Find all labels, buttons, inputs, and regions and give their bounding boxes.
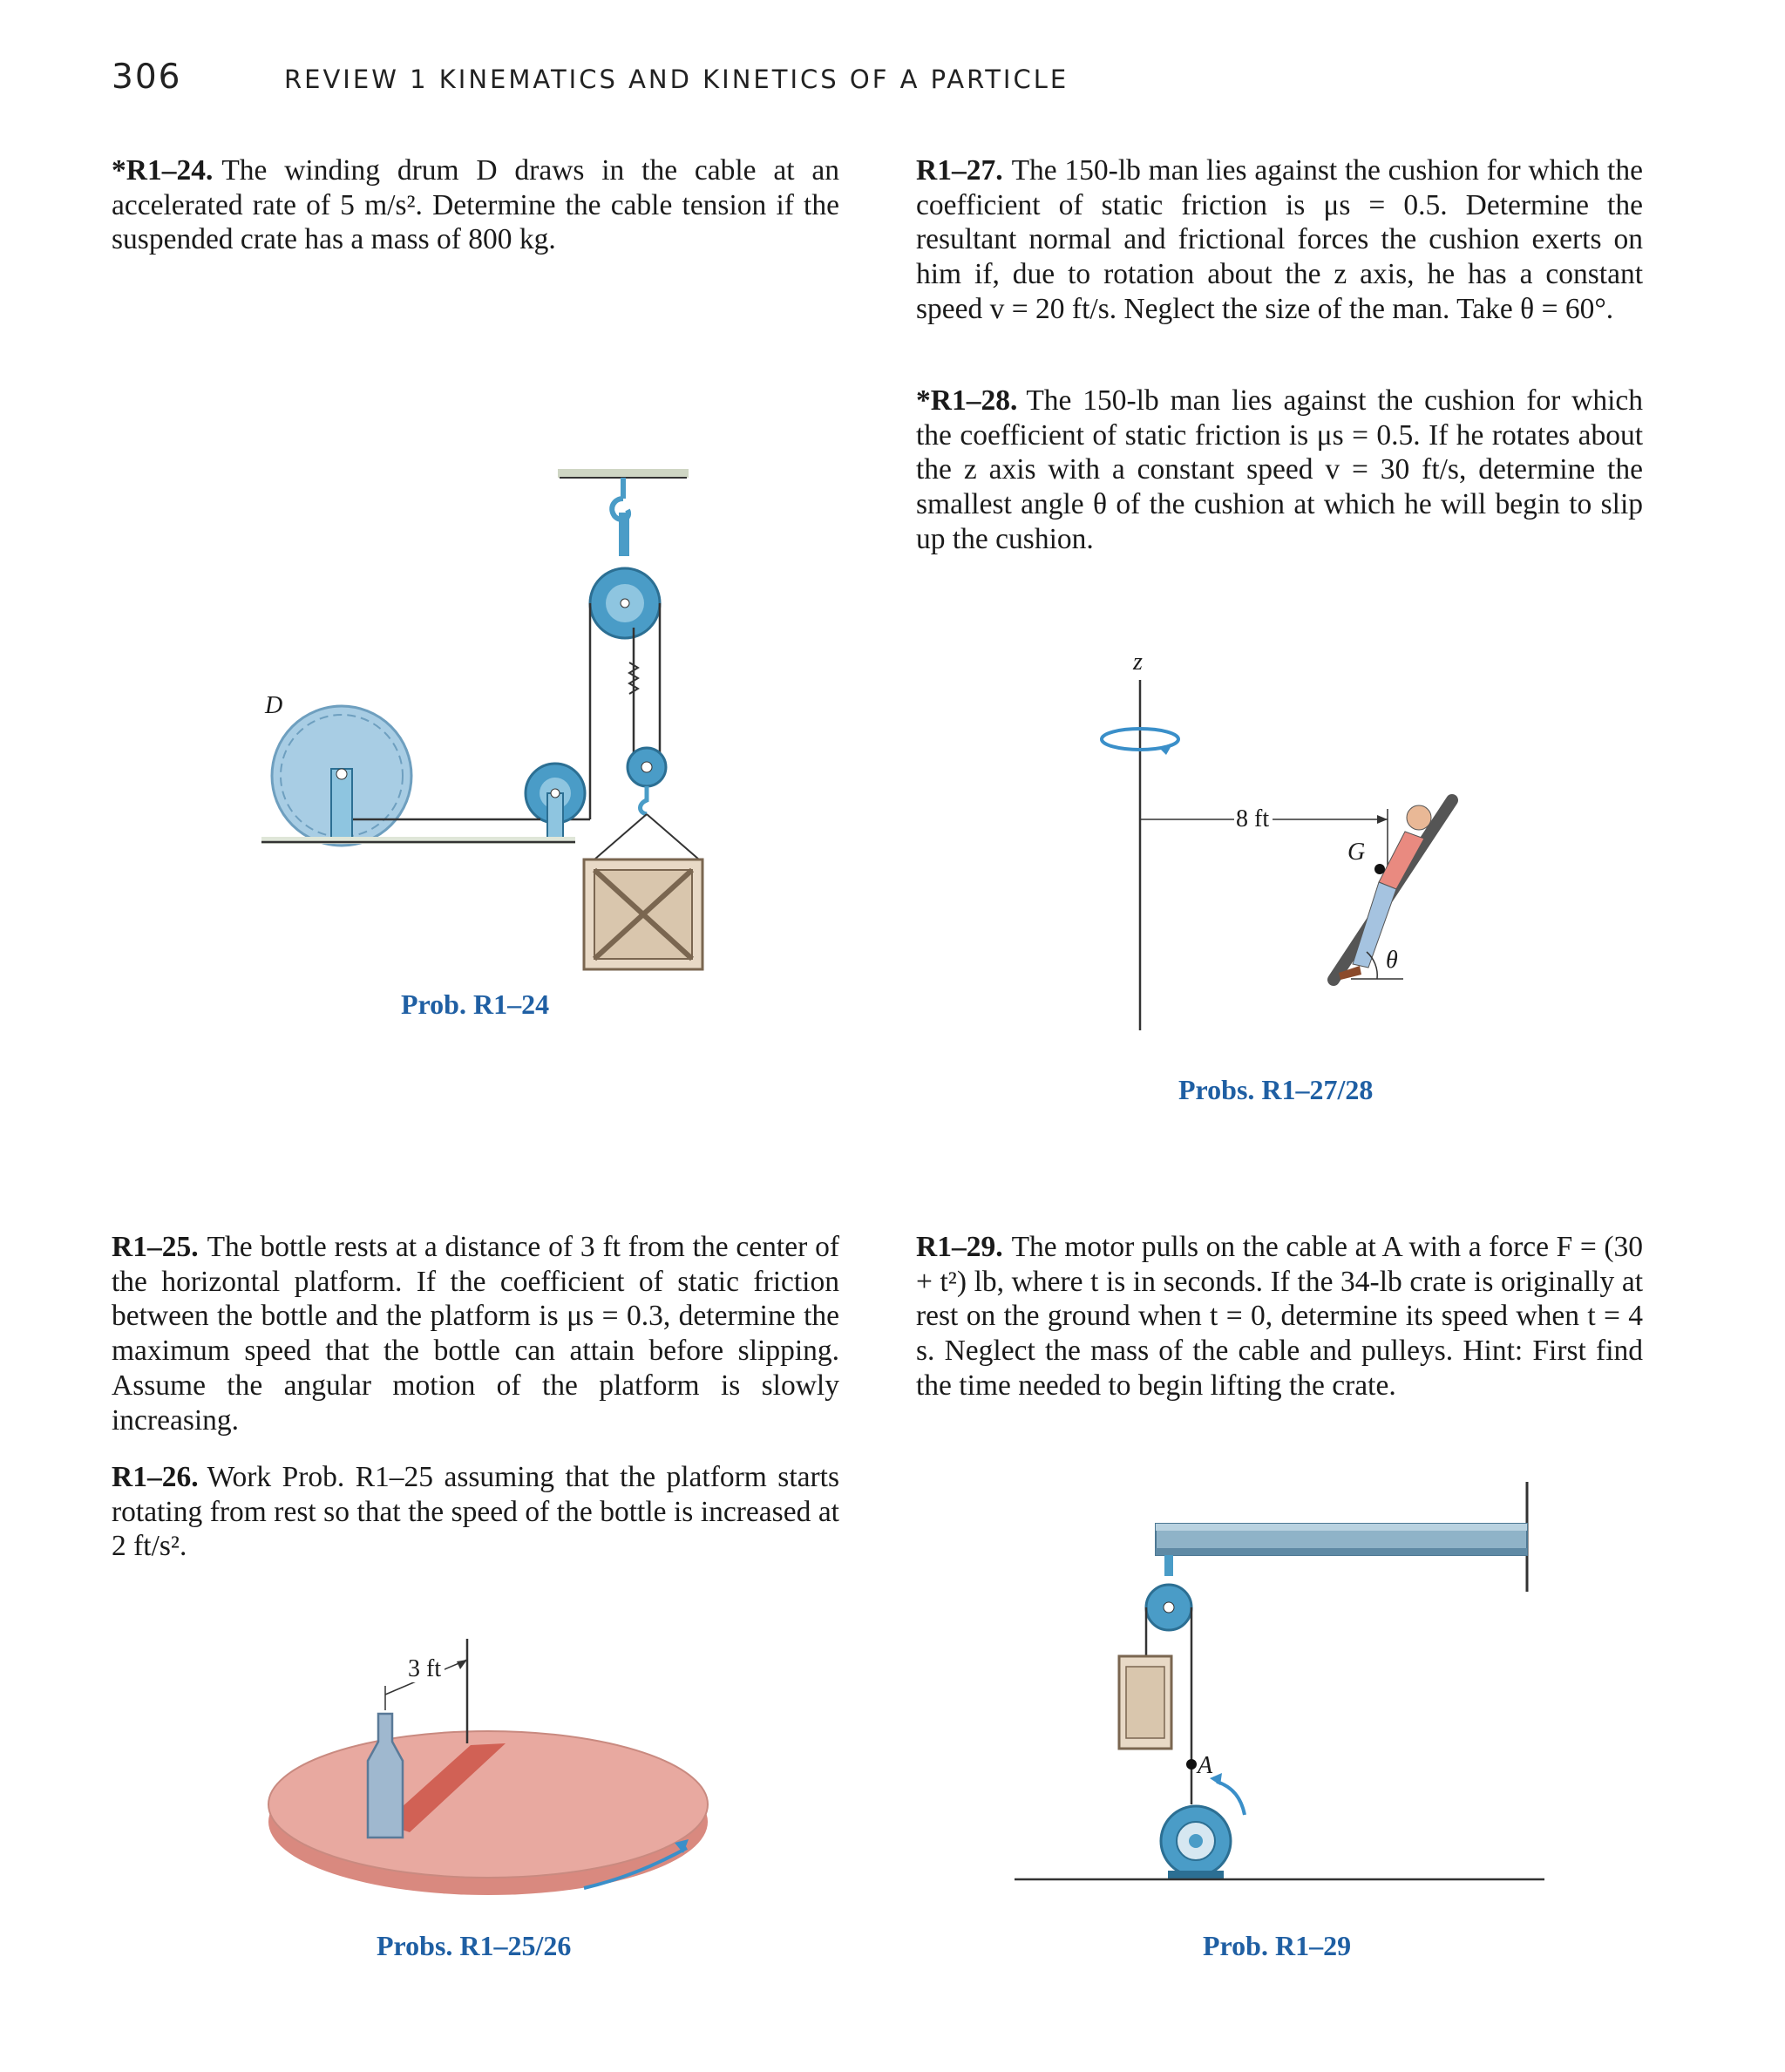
label-a: A [1198,1752,1213,1779]
figure-r1-27-28 [1081,645,1490,1037]
running-title: REVIEW 1 KINEMATICS AND KINETICS OF A PARTICLE [284,65,1069,94]
ceiling [558,469,689,478]
page-header [112,58,1680,110]
problem-number: R1–29. [916,1231,1003,1263]
label-8ft: 8 ft [1236,805,1270,832]
point-a-marker [1186,1759,1197,1770]
figure-r1-24 [244,453,732,976]
page-number: 306 [112,58,182,97]
caption-r1-29: Prob. R1–29 [1203,1930,1352,1961]
label-theta: θ [1386,947,1398,974]
problem-text: The 150-lb man lies against the cushion for which the coefficient of static friction is μs = 0.5. Determine the resultant normal and frictional forces the cushion exerts on him if, due to rotation about the z axis, he has a constant speed v = 20 ft/s. Neglect the size of the man. Take θ = 60°. [916,154,1643,325]
center-of-gravity-marker [1374,864,1385,874]
problem-number: R1–25. [112,1231,199,1263]
problem-text: The motor pulls on the cable at A with a force F = (30 + t²) lb, where t is in seconds. If the 34-lb crate is originally at rest on the ground when t = 0, determine its speed when t = 4 s. Neglect the mass of the cable and pulleys. Hint: First find the time needed to begin lifting the crate. [916,1231,1643,1402]
problem-text: Work Prob. R1–25 assuming that the platform starts rotating from rest so that the speed of the bottle is increased at 2 ft/s². [112,1461,839,1563]
problem-text: The winding drum D draws in the cable at an accelerated rate of 5 m/s². Determine the cable tension if the suspended crate has a mass of 800 kg. [112,154,839,256]
problem-number: R1–27. [916,154,1003,187]
bottle [368,1714,403,1838]
problem-r1-27 [916,153,1643,327]
label-g: G [1347,839,1366,866]
problem-text: The bottle rests at a distance of 3 ft from the center of the horizontal platform. If the coefficient of static friction between the bottle and the platform is μs = 0.3, determine the maximum speed that the bottle can attain before slipping. Assume the angular motion of the platform is slowly increasing. [112,1231,839,1437]
problem-r1-26 [112,1460,839,1564]
problem-r1-29 [916,1230,1643,1403]
problem-r1-24 [112,153,839,257]
figure-r1-29 [1011,1473,1551,1892]
figure-r1-25-26 [253,1630,723,1918]
problem-r1-25 [112,1230,839,1437]
problem-number: *R1–24. [112,154,214,187]
rotation-arrow-icon [1217,1782,1245,1815]
problem-number: R1–26. [112,1461,199,1493]
caption-r1-24: Prob. R1–24 [401,988,550,1020]
label-drum: D [265,692,283,719]
problem-text: The 150-lb man lies against the cushion for which the coefficient of static friction is μs = 0.5. If he rotates about the z axis with a constant speed v = 30 ft/s, determine the smallest angle θ of the cushion at which he will begin to slip up the cushion. [916,384,1643,555]
problem-number: *R1–28. [916,384,1018,417]
problem-r1-28 [916,384,1643,557]
caption-r1-25-26: Probs. R1–25/26 [377,1930,572,1961]
label-z-axis: z [1133,649,1143,676]
caption-r1-27-28: Probs. R1–27/28 [1178,1074,1374,1105]
man-head [1407,805,1431,830]
label-3ft: 3 ft [408,1655,442,1682]
